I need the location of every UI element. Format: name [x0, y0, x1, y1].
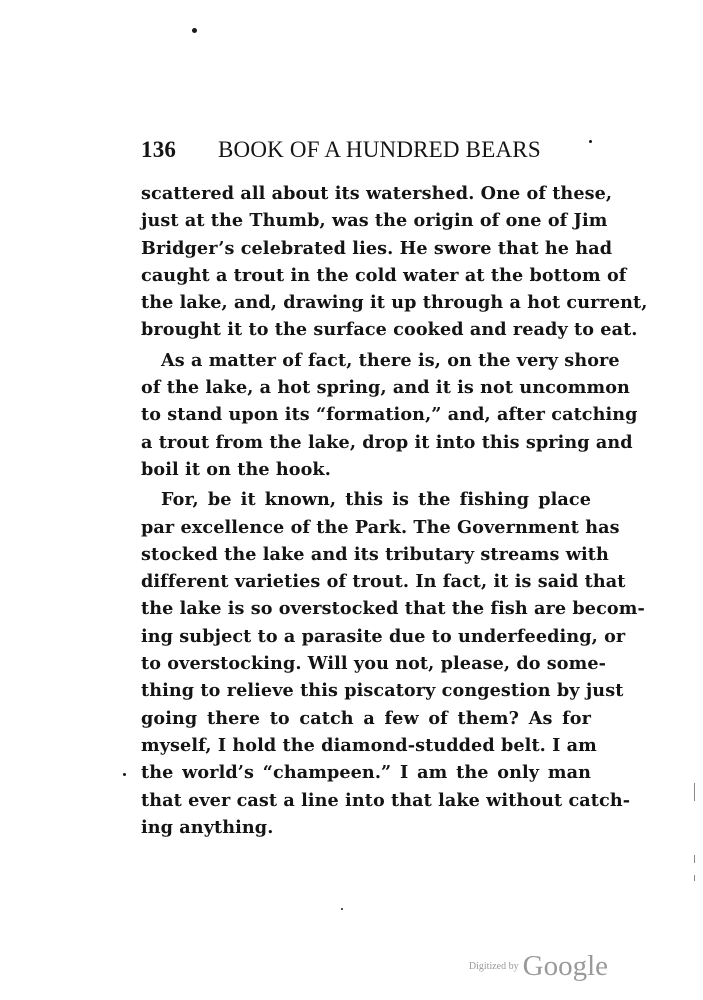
text-line: par excellence of the Park. The Government has — [141, 516, 620, 538]
scan-edge-mark — [694, 875, 695, 881]
text-line: to overstocking. Will you not, please, do some- — [141, 653, 607, 675]
watermark-prefix: Digitized by — [468, 961, 519, 972]
paragraph — [141, 180, 648, 344]
scan-edge-mark — [694, 783, 695, 801]
text-line: myself, I hold the diamond-studded belt. I am — [141, 734, 597, 756]
running-header — [141, 137, 601, 169]
page-number: 136 — [141, 137, 177, 162]
body-text — [141, 180, 648, 841]
text-line: ing anything. — [141, 816, 274, 838]
running-title: BOOK OF A HUNDRED BEARS — [218, 137, 541, 162]
text-line: brought it to the surface cooked and ready to eat. — [141, 319, 638, 341]
digitized-watermark — [469, 950, 608, 983]
text-line: to stand upon its “formation,” and, after catching — [141, 404, 638, 426]
text-line: a trout from the lake, drop it into this spring and — [141, 431, 633, 453]
text-line: For, be it known, this is the fishing place — [161, 489, 591, 511]
ink-speck — [341, 908, 343, 910]
text-line: Bridger’s celebrated lies. He swore that he had — [141, 237, 613, 259]
text-line: the lake is so overstocked that the fish are becom- — [141, 598, 645, 620]
ink-speck — [123, 773, 126, 776]
text-line: ing subject to a parasite due to underfeeding, or — [141, 625, 626, 647]
ink-speck — [192, 28, 197, 33]
text-line: of the lake, a hot spring, and it is not uncommon — [141, 377, 630, 399]
text-line: thing to relieve this piscatory congestion by just — [141, 680, 624, 702]
text-line: the world’s “champeen.” I am the only man — [141, 762, 591, 784]
text-line: going there to catch a few of them? As for — [141, 707, 591, 729]
text-line: As a matter of fact, there is, on the very shore — [161, 349, 620, 371]
paragraph — [141, 347, 638, 483]
text-line: that ever cast a line into that lake without catch- — [141, 789, 631, 811]
watermark-brand: Google — [522, 950, 608, 982]
text-line: stocked the lake and its tributary streams with — [141, 543, 609, 565]
scan-edge-mark — [694, 855, 695, 863]
text-line: different varieties of trout. In fact, it is said that — [141, 571, 626, 593]
text-line: boil it on the hook. — [141, 458, 331, 480]
text-line: the lake, and, drawing it up through a hot current, — [141, 292, 648, 314]
text-line: caught a trout in the cold water at the bottom of — [141, 264, 627, 286]
paragraph — [141, 486, 645, 841]
text-line: scattered all about its watershed. One of these, — [141, 183, 613, 204]
text-line: just at the Thumb, was the origin of one of Jim — [141, 210, 608, 232]
